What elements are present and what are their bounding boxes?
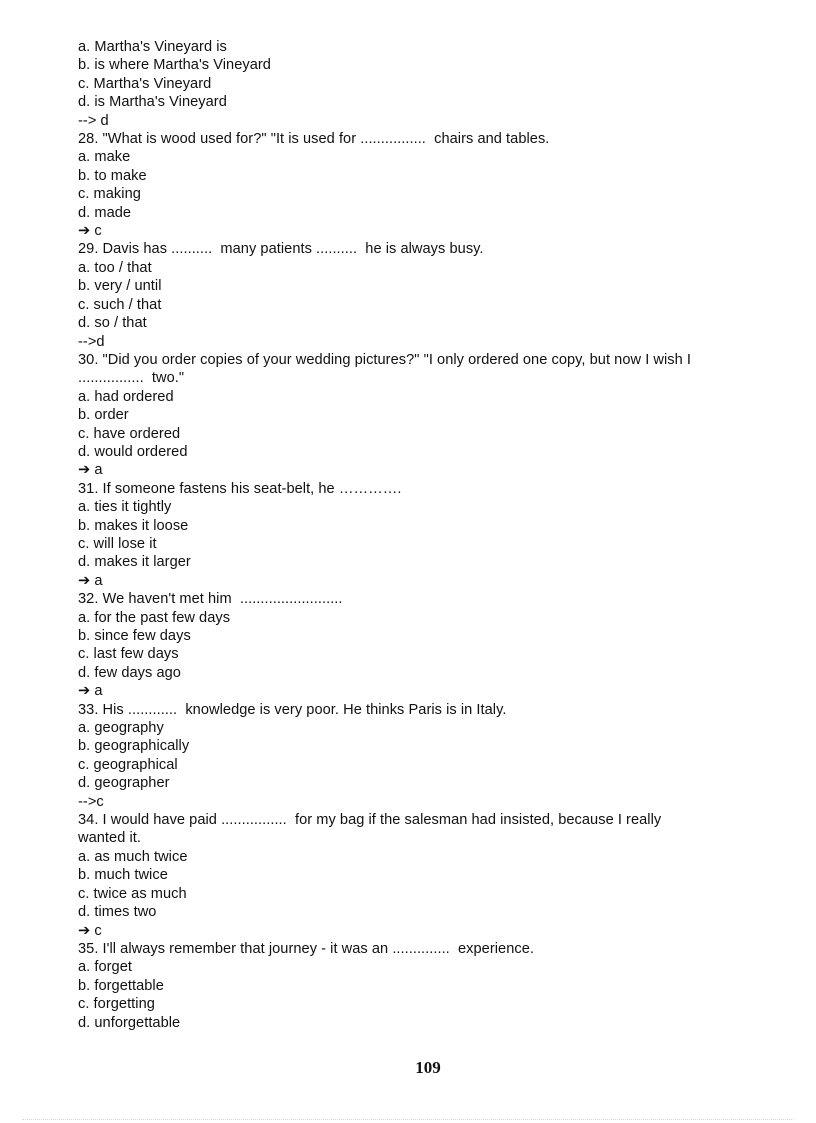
page-number: 109 bbox=[415, 1058, 441, 1077]
text-line: 33. His ............ knowledge is very poor. He thinks Paris is in Italy. bbox=[78, 701, 507, 718]
text-line: b. to make bbox=[78, 167, 147, 184]
text-line: ➔ a bbox=[78, 683, 103, 700]
text-line: c. forgetting bbox=[78, 996, 155, 1013]
text-line: ➔ c bbox=[78, 223, 102, 240]
text-line: d. made bbox=[78, 204, 132, 221]
text-line: --> d bbox=[78, 112, 109, 129]
text-line: b. geographically bbox=[78, 738, 190, 755]
text-line: a. ties it tightly bbox=[78, 499, 172, 516]
text-line: ➔ a bbox=[78, 462, 103, 479]
text-line: 31. If someone fastens his seat-belt, he …………. bbox=[78, 480, 402, 497]
text-line: d. is Martha's Vineyard bbox=[78, 94, 227, 111]
text-line: a. for the past few days bbox=[78, 609, 231, 626]
text-line: 30. "Did you order copies of your wedding pictures?" "I only ordered one copy, but now I wish I bbox=[78, 351, 692, 368]
text-line: ➔ c bbox=[78, 922, 102, 939]
text-line: d. times two bbox=[78, 904, 157, 921]
text-line: b. order bbox=[78, 407, 129, 424]
text-line: -->c bbox=[78, 793, 104, 810]
text-line: c. last few days bbox=[78, 646, 179, 663]
text-line: wanted it. bbox=[78, 830, 141, 847]
text-line: 28. "What is wood used for?" "It is used for ................ chairs and tables. bbox=[78, 131, 550, 148]
text-line: b. very / until bbox=[78, 278, 162, 295]
text-line: 34. I would have paid ................ for my bag if the salesman had insisted, because I really bbox=[78, 812, 662, 829]
page-bottom-divider bbox=[22, 1119, 794, 1120]
text-line: b. makes it loose bbox=[78, 517, 189, 534]
text-line: c. making bbox=[78, 186, 141, 203]
text-line: b. since few days bbox=[78, 628, 191, 644]
text-line: a. geography bbox=[78, 720, 164, 737]
text-line: a. had ordered bbox=[78, 388, 174, 405]
text-line: d. unforgettable bbox=[78, 1014, 181, 1031]
text-line: a. make bbox=[78, 149, 131, 166]
text-line: d. so / that bbox=[78, 315, 147, 332]
text-line: c. twice as much bbox=[78, 885, 187, 902]
text-line: b. forgettable bbox=[78, 977, 164, 994]
text-line: b. much twice bbox=[78, 867, 168, 884]
text-line: a. as much twice bbox=[78, 848, 188, 865]
text-line: b. is where Martha's Vineyard bbox=[78, 57, 271, 74]
document-body bbox=[78, 38, 778, 1032]
text-line: d. would ordered bbox=[78, 443, 188, 460]
text-line: c. geographical bbox=[78, 756, 178, 773]
text-line: c. will lose it bbox=[78, 535, 157, 552]
text-line: 29. Davis has .......... many patients .......... he is always busy. bbox=[78, 241, 484, 258]
text-line: 35. I'll always remember that journey - it was an .............. experience. bbox=[78, 940, 534, 957]
text-line: a. Martha's Vineyard is bbox=[78, 39, 227, 55]
text-line: 32. We haven't met him ......................... bbox=[78, 591, 343, 608]
text-line: a. too / that bbox=[78, 259, 152, 276]
text-line: d. geographer bbox=[78, 775, 170, 792]
text-line: c. have ordered bbox=[78, 425, 181, 442]
text-line: d. makes it larger bbox=[78, 554, 191, 571]
text-line: a. forget bbox=[78, 959, 132, 976]
text-line: d. few days ago bbox=[78, 664, 181, 681]
text-line: c. such / that bbox=[78, 296, 162, 313]
text-line: c. Martha's Vineyard bbox=[78, 75, 212, 92]
text-line: -->d bbox=[78, 333, 105, 350]
text-line: ................ two." bbox=[78, 370, 185, 387]
text-line: ➔ a bbox=[78, 572, 103, 589]
